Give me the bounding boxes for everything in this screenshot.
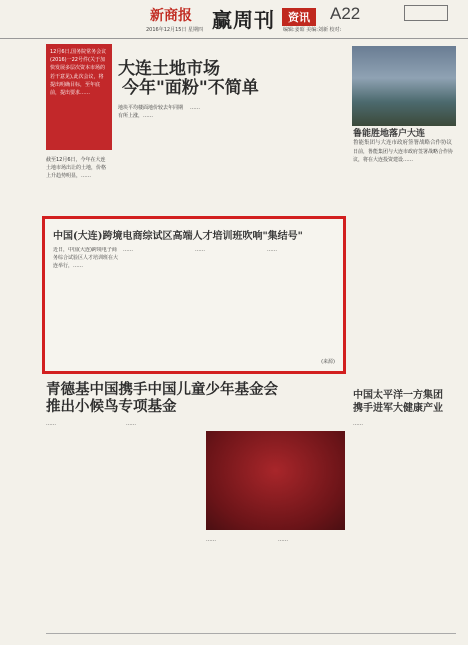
masthead xyxy=(0,0,468,39)
editor-credits: 编辑:姜昭 美编:刘新 校对: xyxy=(283,27,342,33)
article-fund-col2: …… xyxy=(126,421,136,427)
event-photo xyxy=(206,431,345,530)
right-bottom-title-line1: 中国太平洋一方集团 xyxy=(353,390,443,401)
headline-kfc-fund-line1: 青德基中国携手中国儿童少年基金会 xyxy=(46,381,278,398)
article-land-col3: …… xyxy=(190,105,200,111)
weekly-title: 赢周刊 xyxy=(212,8,275,32)
highlighted-article-col3: …… xyxy=(195,247,205,253)
sidebar-note: 12月6日,国务院常务会议(2016)一22号件(关于加快发展多层次资本市场的若干意见),此次会议，将提出明确目标，至年底前，提出要求…… xyxy=(46,44,112,150)
article-fund-col3: …… xyxy=(206,537,216,543)
headline-kfc-fund xyxy=(46,381,346,415)
headline-land-market-line1: 大连土地市场 xyxy=(118,59,220,79)
page-footer-rule xyxy=(46,633,456,634)
highlighted-article-title: 中国(大连)跨境电商综试区高端人才培训班吹响"集结号" xyxy=(53,231,303,242)
building-photo xyxy=(352,46,456,126)
paper-name: 新商报 xyxy=(150,8,192,24)
section-label: 资讯 xyxy=(282,8,316,26)
issue-date: 2016年12月15日 星期四 xyxy=(146,27,204,33)
headline-land-market-line2: 今年"面粉"不简单 xyxy=(122,78,259,98)
headline-land-market xyxy=(118,60,343,98)
masthead-logo xyxy=(404,5,448,21)
right-article-title: 鲁能胜地落户大连 xyxy=(353,129,426,139)
highlighted-article-col4: …… xyxy=(267,247,277,253)
article-land-col4 xyxy=(268,104,342,212)
headline-kfc-fund-line2: 推出小候鸟专项基金 xyxy=(46,398,177,415)
article-land-col1: 截至12月6日，今年在大连土地市场出让的土地，价格上升趋势明显，…… xyxy=(46,157,107,179)
page-number: A22 xyxy=(330,4,361,23)
right-bottom-title-line2: 携手进军大健康产业 xyxy=(353,403,443,414)
right-article-subtitle: 鲁能集团与大连市政府签署战略合作协议 xyxy=(353,140,453,146)
article-land-col2: 地块平均楼面地价较去年同期有所上涨，…… xyxy=(118,105,184,119)
highlighted-article xyxy=(42,216,346,374)
right-bottom-title xyxy=(353,389,443,415)
highlighted-article-col1: 近日，中国(大连)跨境电子商务综合试验区人才培训班在大连举行，…… xyxy=(53,247,119,269)
right-article-body: 日前，鲁能集团与大连市政府签署战略合作协议，将在大连投资建设…… xyxy=(353,149,454,163)
highlighted-article-col2: …… xyxy=(123,247,133,253)
article-fund-col4: …… xyxy=(278,537,288,543)
right-bottom-body: …… xyxy=(353,421,363,427)
highlighted-article-source: (来源) xyxy=(321,359,335,365)
article-fund-col1: …… xyxy=(46,421,56,427)
